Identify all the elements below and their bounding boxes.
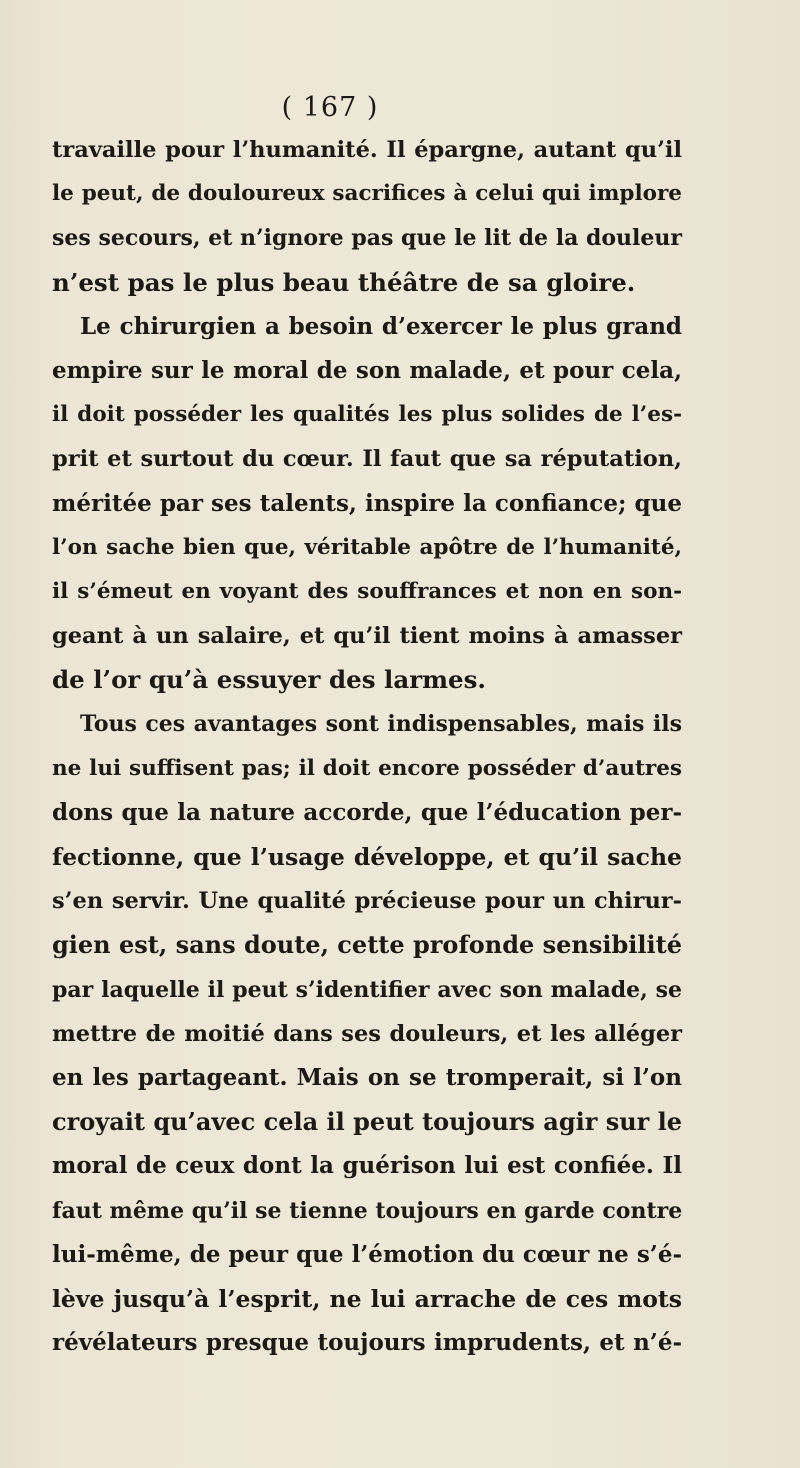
text-line: prit et surtout du cœur. Il faut que sa réputation,: [52, 446, 682, 473]
text-line: geant à un salaire, et qu’il tient moins à amasser: [52, 623, 682, 650]
text-line: mettre de moitié dans ses douleurs, et les alléger: [52, 1020, 682, 1047]
text-line: faut même qu’il se tienne toujours en garde contre: [52, 1197, 683, 1224]
text-line: croyait qu’avec cela il peut toujours agir sur le: [52, 1107, 683, 1137]
body-text: [52, 128, 682, 1365]
page-number: ( 167 ): [281, 92, 379, 123]
text-line: gien est, sans doute, cette profonde sensibilité: [52, 930, 682, 960]
text-line: méritée par ses talents, inspire la confiance; que: [52, 489, 682, 517]
text-line: il s’émeut en voyant des souffrances et non en son-: [52, 578, 682, 604]
text-line: ne lui suffisent pas; il doit encore posséder d’autres: [52, 755, 682, 781]
text-line: il doit posséder les qualités les plus solides de l’es-: [52, 402, 682, 428]
text-line: dons que la nature accorde, que l’éducation per-: [52, 798, 682, 826]
text-line: de l’or qu’à essuyer des larmes.: [52, 665, 486, 695]
text-line: n’est pas le plus beau théâtre de sa gloire.: [52, 267, 636, 297]
text-line: travaille pour l’humanité. Il épargne, autant qu’il: [52, 137, 682, 163]
paragraph-start-line: Tous ces avantages sont indispensables, mais ils: [80, 711, 682, 738]
text-line: fectionne, que l’usage développe, et qu’il sache: [52, 843, 682, 871]
text-line: empire sur le moral de son malade, et pour cela,: [52, 356, 682, 384]
text-line: l’on sache bien que, véritable apôtre de l’humanité,: [52, 534, 682, 560]
text-line: révélateurs presque toujours imprudents, et n’é-: [52, 1329, 682, 1357]
text-line: par laquelle il peut s’identifier avec son malade, se: [52, 976, 682, 1003]
text-line: lui-même, de peur que l’émotion du cœur ne s’é-: [52, 1240, 682, 1268]
text-line: s’en servir. Une qualité précieuse pour un chirur-: [52, 888, 682, 915]
text-line: moral de ceux dont la guérison lui est confiée. Il: [52, 1152, 682, 1180]
paragraph-start-line: Le chirurgien a besoin d’exercer le plus grand: [80, 312, 682, 340]
text-line: ses secours, et n’ignore pas que le lit de la douleur: [52, 225, 682, 252]
text-line: en les partageant. Mais on se tromperait, si l’on: [52, 1063, 682, 1091]
text-line: lève jusqu’à l’esprit, ne lui arrache de ces mots: [52, 1284, 682, 1313]
text-line: le peut, de douloureux sacrifices à celui qui implore: [52, 181, 682, 207]
